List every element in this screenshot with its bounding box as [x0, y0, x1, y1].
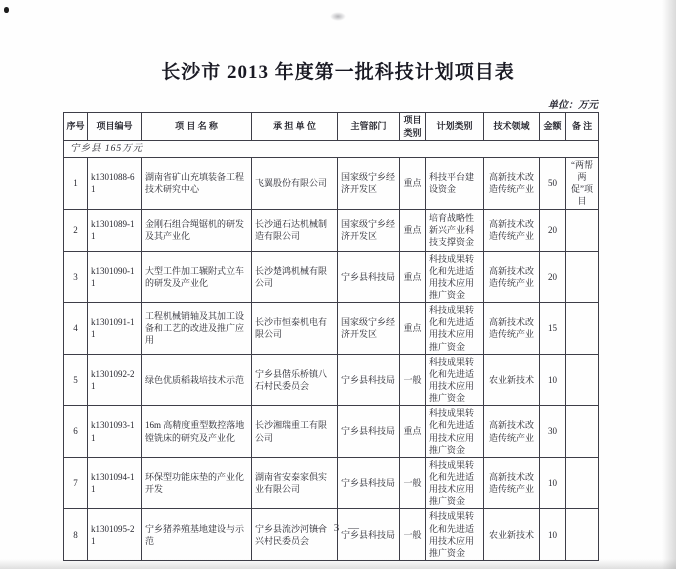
cell-dept: 宁乡县科技局 [338, 406, 400, 458]
scan-smudge-artifact [330, 12, 346, 21]
cell-name: 湖南省矿山充填装备工程技术研究中心 [142, 158, 252, 210]
cell-code: k1301088-61 [88, 158, 142, 210]
table-row-5 [64, 354, 599, 406]
cell-name: 大型工件加工辗附式立车的研发及产业化 [142, 251, 252, 303]
scan-edge-shadow-right [662, 0, 676, 569]
cell-category: 一般 [400, 457, 426, 509]
column-header-no: 序号 [64, 113, 88, 141]
cell-remark: “两帮两促”项目 [566, 158, 599, 210]
table-row-3 [64, 251, 599, 303]
table-row-2 [64, 209, 599, 251]
cell-no: 1 [64, 158, 88, 210]
cell-category: 重点 [400, 406, 426, 458]
cell-amount: 20 [540, 251, 566, 303]
cell-plan: 科技成果转化和先进适用技术应用推广资金 [426, 457, 484, 509]
page-number: — 3 — [314, 522, 362, 534]
cell-name: 工程机械销轴及其加工设备和工艺的改进及推广应用 [142, 303, 252, 355]
cell-amount: 15 [540, 303, 566, 355]
cell-dept: 国家级宁乡经济开发区 [338, 209, 400, 251]
column-header-code: 项目编号 [88, 113, 142, 141]
county-group-row [64, 141, 599, 158]
cell-amount: 10 [540, 509, 566, 561]
scan-dot-artifact [4, 7, 9, 13]
county-group-label: 宁乡县 165万元 [64, 141, 599, 158]
cell-amount: 30 [540, 406, 566, 458]
column-header-remark: 备 注 [566, 113, 599, 141]
cell-no: 6 [64, 406, 88, 458]
cell-dept: 国家级宁乡经济开发区 [338, 303, 400, 355]
column-header-field: 技术领域 [484, 113, 540, 141]
cell-name: 16m 高精度重型数控落地镗铣床的研究及产业化 [142, 406, 252, 458]
cell-plan: 培育战略性新兴产业科技支撑资金 [426, 209, 484, 251]
cell-field: 农业新技术 [484, 354, 540, 406]
cell-field: 高新技术改造传统产业 [484, 209, 540, 251]
cell-field: 高新技术改造传统产业 [484, 158, 540, 210]
table-row-4 [64, 303, 599, 355]
cell-remark [566, 354, 599, 406]
header-row [64, 113, 599, 141]
cell-plan: 科技成果转化和先进适用技术应用推广资金 [426, 406, 484, 458]
cell-field: 农业新技术 [484, 509, 540, 561]
table-row-8 [64, 509, 599, 561]
cell-plan: 科技成果转化和先进适用技术应用推广资金 [426, 354, 484, 406]
projects-table [63, 112, 599, 561]
cell-no: 5 [64, 354, 88, 406]
cell-amount: 10 [540, 457, 566, 509]
unit-note: 单位：万元 [548, 100, 598, 111]
cell-code: k1301091-11 [88, 303, 142, 355]
cell-code: k1301094-11 [88, 457, 142, 509]
cell-unit: 湖南省安泰家俱实业有限公司 [252, 457, 338, 509]
cell-dept: 宁乡县科技局 [338, 509, 400, 561]
cell-dept: 宁乡县科技局 [338, 251, 400, 303]
table-row-1 [64, 158, 599, 210]
cell-plan: 科技成果转化和先进适用技术应用推广资金 [426, 303, 484, 355]
column-header-category: 项目类别 [400, 113, 426, 141]
table-row-6 [64, 406, 599, 458]
cell-no: 7 [64, 457, 88, 509]
cell-no: 3 [64, 251, 88, 303]
cell-no: 4 [64, 303, 88, 355]
cell-remark [566, 457, 599, 509]
cell-plan: 科技成果转化和先进适用技术应用推广资金 [426, 251, 484, 303]
table-row-7 [64, 457, 599, 509]
cell-code: k1301090-11 [88, 251, 142, 303]
cell-remark [566, 251, 599, 303]
cell-code: k1301095-21 [88, 509, 142, 561]
cell-dept: 宁乡县科技局 [338, 354, 400, 406]
cell-category: 重点 [400, 303, 426, 355]
cell-remark [566, 509, 599, 561]
column-header-dept: 主管部门 [338, 113, 400, 141]
cell-plan: 科技成果转化和先进适用技术应用推广资金 [426, 509, 484, 561]
cell-amount: 20 [540, 209, 566, 251]
cell-remark [566, 209, 599, 251]
cell-unit: 宁乡县流沙河镇合兴村民委员会 [252, 509, 338, 561]
cell-code: k1301092-21 [88, 354, 142, 406]
cell-field: 高新技术改造传统产业 [484, 251, 540, 303]
projects-table-container [63, 112, 599, 561]
cell-plan: 科技平台建设资金 [426, 158, 484, 210]
cell-unit: 长沙楚鸿机械有限公司 [252, 251, 338, 303]
cell-category: 重点 [400, 209, 426, 251]
cell-unit: 长沙通石达机械制造有限公司 [252, 209, 338, 251]
cell-amount: 50 [540, 158, 566, 210]
cell-code: k1301089-11 [88, 209, 142, 251]
cell-unit: 宁乡县偕乐桥镇八石村民委员会 [252, 354, 338, 406]
cell-no: 2 [64, 209, 88, 251]
cell-dept: 国家级宁乡经济开发区 [338, 158, 400, 210]
cell-field: 高新技术改造传统产业 [484, 457, 540, 509]
cell-field: 高新技术改造传统产业 [484, 303, 540, 355]
cell-no: 8 [64, 509, 88, 561]
cell-name: 绿色优质稻栽培技术示范 [142, 354, 252, 406]
column-header-unit: 承 担 单 位 [252, 113, 338, 141]
cell-amount: 10 [540, 354, 566, 406]
cell-category: 一般 [400, 509, 426, 561]
cell-name: 环保型功能床垫的产业化开发 [142, 457, 252, 509]
column-header-name: 项 目 名 称 [142, 113, 252, 141]
cell-unit: 长沙市恒泰机电有限公司 [252, 303, 338, 355]
cell-unit: 飞翼股份有限公司 [252, 158, 338, 210]
cell-category: 一般 [400, 354, 426, 406]
cell-field: 高新技术改造传统产业 [484, 406, 540, 458]
column-header-amount: 金额 [540, 113, 566, 141]
cell-category: 重点 [400, 251, 426, 303]
cell-unit: 长沙湘瑞重工有限公司 [252, 406, 338, 458]
cell-category: 重点 [400, 158, 426, 210]
column-header-plan: 计划类别 [426, 113, 484, 141]
cell-name: 宁乡猪养殖基地建设与示范 [142, 509, 252, 561]
cell-dept: 宁乡县科技局 [338, 457, 400, 509]
cell-remark [566, 406, 599, 458]
cell-remark [566, 303, 599, 355]
cell-name: 金刚石组合绳锯机的研发及其产业化 [142, 209, 252, 251]
cell-code: k1301093-11 [88, 406, 142, 458]
document-title: 长沙市 2013 年度第一批科技计划项目表 [161, 62, 515, 83]
